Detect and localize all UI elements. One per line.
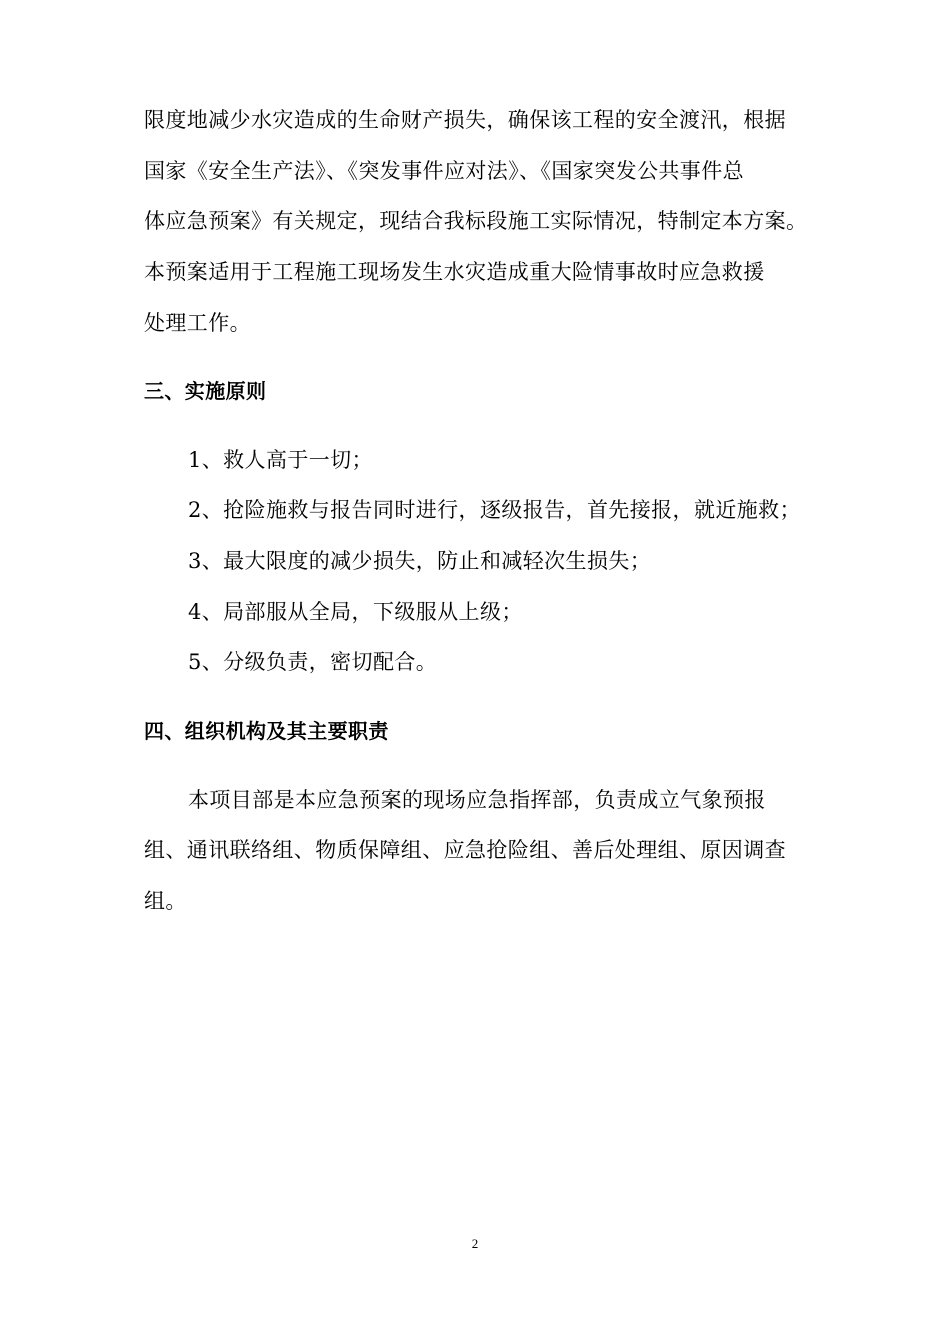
section-3-heading: 三、实施原则 — [144, 379, 267, 403]
principle-item-2: 2、抢险施救与报告同时进行，逐级报告，首先接报，就近施救； — [188, 498, 801, 522]
intro-line-1: 限度地减少水灾造成的生命财产损失，确保该工程的安全渡汛，根据 — [144, 108, 786, 132]
intro-line-4: 本预案适用于工程施工现场发生水灾造成重大险情事故时应急救援 — [144, 260, 765, 284]
principle-item-1: 1、救人高于一切； — [188, 448, 373, 472]
principle-item-3: 3、最大限度的减少损失，防止和减轻次生损失； — [188, 549, 652, 573]
org-paragraph-line-2: 组、通讯联络组、物质保障组、应急抢险组、善后处理组、原因调查 — [144, 838, 786, 862]
org-paragraph-line-1: 本项目部是本应急预案的现场应急指挥部，负责成立气象预报 — [188, 788, 766, 812]
intro-line-5: 处理工作。 — [144, 311, 251, 335]
intro-line-3: 体应急预案》有关规定，现结合我标段施工实际情况，特制定本方案。 — [144, 209, 808, 233]
section-4-heading: 四、组织机构及其主要职责 — [144, 719, 389, 743]
org-paragraph-line-3: 组。 — [144, 889, 187, 913]
principle-item-5: 5、分级负责，密切配合。 — [188, 650, 438, 674]
intro-line-2: 国家《安全生产法》、《突发事件应对法》、《国家突发公共事件总 — [144, 159, 744, 183]
page-number: 2 — [471, 1236, 479, 1251]
principle-item-4: 4、局部服从全局，下级服从上级； — [188, 600, 523, 624]
